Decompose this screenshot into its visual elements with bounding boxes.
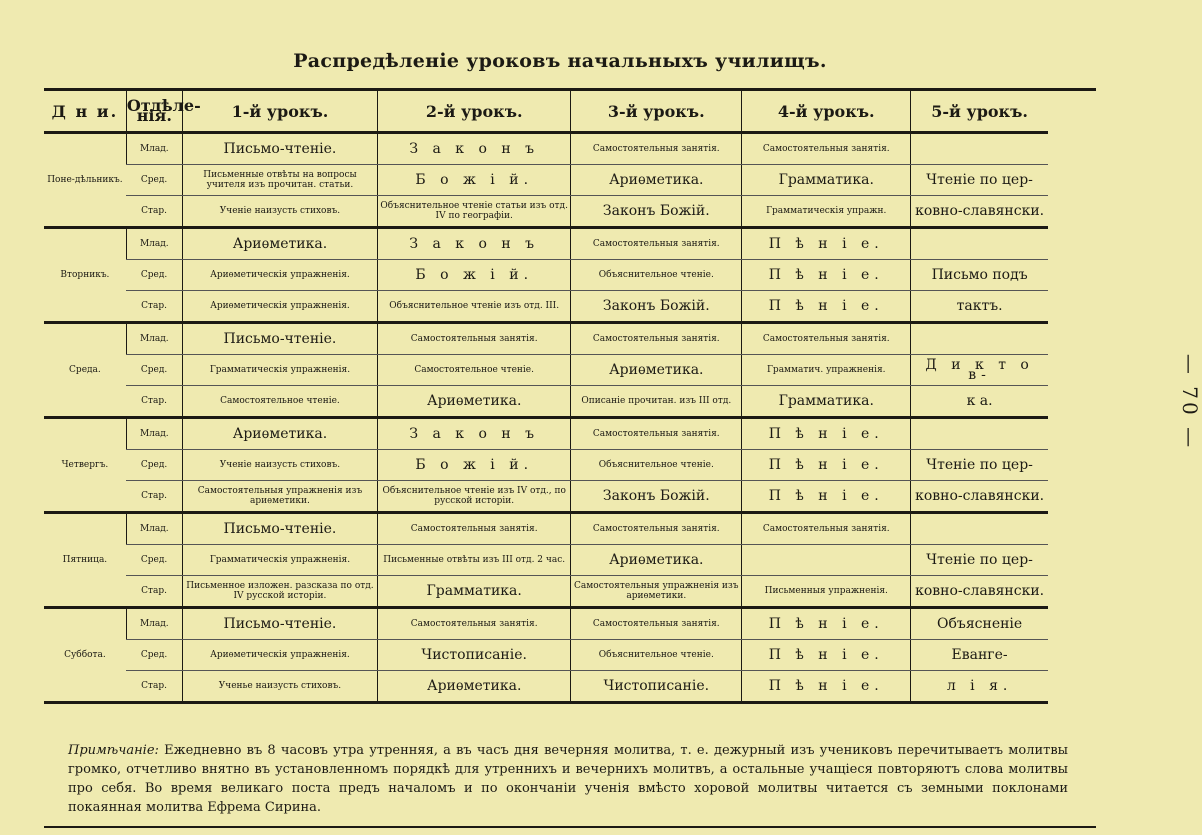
lesson-cell-1: Ариѳметика. (182, 418, 377, 450)
division-label: Сред. (126, 545, 182, 576)
lesson-cell-5: Д и к т о в- (911, 355, 1048, 386)
lesson-cell-5: ковно-славянски. (911, 481, 1048, 513)
division-label: Млад. (126, 418, 182, 450)
table-row (44, 386, 1048, 418)
lesson-cell-5: тактъ. (911, 291, 1048, 323)
lesson-cell-4: П ѣ н і е. (742, 450, 911, 481)
lesson-cell-3: Законъ Божій. (571, 481, 742, 513)
lesson-cell-1: Самостоятельное чтеніе. (182, 386, 377, 418)
lesson-cell-3: Самостоятельныя занятія. (571, 228, 742, 260)
lesson-cell-3: Объяснительное чтеніе. (571, 640, 742, 671)
lesson-cell-3: Самостоятельныя занятія. (571, 513, 742, 545)
lesson-cell-1: Ариѳметическія упражненія. (182, 640, 377, 671)
lesson-cell-1: Самостоятельныя упражненія изъ ариѳметики. (182, 481, 377, 513)
lesson-cell-4: П ѣ н і е. (742, 228, 911, 260)
lesson-cell-1: Письмо-чтеніе. (182, 323, 377, 355)
lesson-cell-1: Грамматическія упражненія. (182, 355, 377, 386)
division-label: Сред. (126, 640, 182, 671)
footnote-label: Примѣчаніе: (68, 743, 159, 758)
lesson-cell-2: Объяснительное чтеніе изъ отд. III. (378, 291, 571, 323)
lesson-cell-3: Объяснительное чтеніе. (571, 260, 742, 291)
header-lesson-5: 5-й урокъ. (911, 91, 1048, 133)
table-row (44, 355, 1048, 386)
lesson-cell-3: Самостоятельныя занятія. (571, 608, 742, 640)
day-name: Среда. (44, 323, 126, 418)
lesson-cell-3: Законъ Божій. (571, 196, 742, 228)
lesson-cell-1: Письмо-чтеніе. (182, 608, 377, 640)
lesson-cell-4: Самостоятельныя занятія. (742, 513, 911, 545)
table-row (44, 513, 1048, 545)
header-lesson-4: 4-й урокъ. (742, 91, 911, 133)
lesson-cell-1: Ариѳметическія упражненія. (182, 291, 377, 323)
division-label: Млад. (126, 323, 182, 355)
lesson-cell-2: Б о ж і й. (378, 260, 571, 291)
lesson-cell-2: Б о ж і й. (378, 450, 571, 481)
lesson-cell-4: П ѣ н і е. (742, 640, 911, 671)
header-lesson-3: 3-й урокъ. (571, 91, 742, 133)
lesson-cell-2: Письменные отвѣты изъ III отд. 2 час. (378, 545, 571, 576)
day-name: Суббота. (44, 608, 126, 703)
lesson-cell-3: Самостоятельныя занятія. (571, 323, 742, 355)
lesson-cell-1: Ученье наизусть стиховъ. (182, 671, 377, 703)
header-lesson-1: 1-й урокъ. (182, 91, 377, 133)
lesson-cell-2: Самостоятельное чтеніе. (378, 355, 571, 386)
lesson-cell-4: П ѣ н і е. (742, 608, 911, 640)
lesson-cell-4: П ѣ н і е. (742, 481, 911, 513)
lesson-cell-5 (911, 133, 1048, 165)
lesson-cell-5: ковно-славянски. (911, 196, 1048, 228)
lesson-cell-4: Грамматич. упражненія. (742, 355, 911, 386)
page-number: — 70 — (1178, 353, 1202, 451)
lesson-cell-5: Чтеніе по цер- (911, 545, 1048, 576)
lesson-cell-4: Самостоятельныя занятія. (742, 323, 911, 355)
lesson-cell-3: Самостоятельныя упражненія изъ ариѳметики. (571, 576, 742, 608)
lesson-cell-1: Ученіе наизусть стиховъ. (182, 196, 377, 228)
lesson-cell-4: Грамматика. (742, 386, 911, 418)
lesson-cell-5 (911, 323, 1048, 355)
lesson-cell-1: Ученіе наизусть стиховъ. (182, 450, 377, 481)
lesson-cell-2: Ариѳметика. (378, 671, 571, 703)
lesson-cell-5 (911, 513, 1048, 545)
lesson-cell-2: З а к о н ъ (378, 133, 571, 165)
table-row (44, 481, 1048, 513)
table-row (44, 576, 1048, 608)
lesson-cell-4: П ѣ н і е. (742, 671, 911, 703)
division-label: Стар. (126, 291, 182, 323)
lesson-cell-1: Письмо-чтеніе. (182, 513, 377, 545)
lesson-cell-3: Ариѳметика. (571, 545, 742, 576)
schedule-table-frame (44, 88, 1096, 828)
lesson-cell-4: Грамматика. (742, 165, 911, 196)
lesson-cell-5: к а. (911, 386, 1048, 418)
header-row (44, 91, 1048, 133)
division-label: Стар. (126, 481, 182, 513)
division-label: Сред. (126, 165, 182, 196)
lesson-cell-2: Самостоятельныя занятія. (378, 608, 571, 640)
division-label: Млад. (126, 228, 182, 260)
lesson-cell-4: Письменныя упражненія. (742, 576, 911, 608)
lesson-cell-5: Еванге- (911, 640, 1048, 671)
day-name: Пятница. (44, 513, 126, 608)
table-row (44, 133, 1048, 165)
lesson-cell-2: Самостоятельныя занятія. (378, 513, 571, 545)
lesson-cell-3: Описаніе прочитан. изъ III отд. (571, 386, 742, 418)
footnote-text: Ежедневно въ 8 часовъ утра утренняя, а въ часъ дня вечерняя молитва, т. е. дежурный изъ учениковъ перечитываетъ молитвы громко, отчетливо внятно въ установленномъ порядкѣ для утреннихъ и вечернихъ молитвъ, а остальные учащіеся повторяютъ слова молитвы про себя. Во время великаго поста предъ началомъ и по окончаніи ученія вмѣсто хоровой молитвы читается съ земными поклонами покаянная молитва Ефрема Сирина. (68, 743, 1068, 815)
table-row (44, 640, 1048, 671)
division-label: Сред. (126, 450, 182, 481)
lesson-cell-5: Объясненіе (911, 608, 1048, 640)
table-row (44, 671, 1048, 703)
lesson-cell-3: Объяснительное чтеніе. (571, 450, 742, 481)
lesson-cell-5: Чтеніе по цер- (911, 165, 1048, 196)
table-row (44, 196, 1048, 228)
table-row (44, 418, 1048, 450)
lesson-cell-5: Чтеніе по цер- (911, 450, 1048, 481)
lesson-cell-2: Самостоятельныя занятія. (378, 323, 571, 355)
lesson-cell-5 (911, 418, 1048, 450)
lesson-cell-2: Чистописаніе. (378, 640, 571, 671)
lesson-cell-4: П ѣ н і е. (742, 260, 911, 291)
lesson-cell-2: Б о ж і й. (378, 165, 571, 196)
table-row (44, 165, 1048, 196)
lesson-cell-4: Грамматическія упражн. (742, 196, 911, 228)
lesson-cell-5: л і я. (911, 671, 1048, 703)
division-label: Сред. (126, 355, 182, 386)
division-label: Млад. (126, 133, 182, 165)
table-row (44, 608, 1048, 640)
division-label: Млад. (126, 513, 182, 545)
lesson-cell-3: Законъ Божій. (571, 291, 742, 323)
lesson-cell-3: Самостоятельныя занятія. (571, 418, 742, 450)
lesson-cell-4 (742, 545, 911, 576)
division-label: Стар. (126, 671, 182, 703)
lesson-cell-2: Объяснительное чтеніе изъ IV отд., по русской исторіи. (378, 481, 571, 513)
lesson-cell-4: Самостоятельныя занятія. (742, 133, 911, 165)
schedule-table (44, 91, 1048, 704)
day-name: Поне-дѣльникъ. (44, 133, 126, 228)
table-row (44, 228, 1048, 260)
division-label: Стар. (126, 196, 182, 228)
lesson-cell-5: ковно-славянски. (911, 576, 1048, 608)
lesson-cell-1: Ариѳметика. (182, 228, 377, 260)
table-row (44, 323, 1048, 355)
lesson-cell-3: Ариѳметика. (571, 355, 742, 386)
division-label: Млад. (126, 608, 182, 640)
header-otd: Отдѣле-нія. (126, 91, 182, 133)
lesson-cell-3: Чистописаніе. (571, 671, 742, 703)
lesson-cell-5 (911, 228, 1048, 260)
lesson-cell-4: П ѣ н і е. (742, 418, 911, 450)
lesson-cell-2: З а к о н ъ (378, 228, 571, 260)
table-row (44, 545, 1048, 576)
division-label: Стар. (126, 386, 182, 418)
division-label: Сред. (126, 260, 182, 291)
lesson-cell-1: Письмо-чтеніе. (182, 133, 377, 165)
lesson-cell-1: Письменное изложен. разсказа по отд. IV русской исторіи. (182, 576, 377, 608)
lesson-cell-2: Объяснительное чтеніе статьи изъ отд. IV по географіи. (378, 196, 571, 228)
lesson-cell-4: П ѣ н і е. (742, 291, 911, 323)
footnote (68, 741, 1068, 817)
day-name: Четвергъ. (44, 418, 126, 513)
division-label: Стар. (126, 576, 182, 608)
header-lesson-2: 2-й урокъ. (378, 91, 571, 133)
lesson-cell-5: Письмо подъ (911, 260, 1048, 291)
lesson-cell-2: З а к о н ъ (378, 418, 571, 450)
table-row (44, 450, 1048, 481)
table-row (44, 291, 1048, 323)
lesson-cell-2: Грамматика. (378, 576, 571, 608)
lesson-cell-3: Ариѳметика. (571, 165, 742, 196)
page-title: Распредѣленіе уроковъ начальныхъ училищъ. (293, 50, 827, 72)
lesson-cell-2: Ариѳметика. (378, 386, 571, 418)
lesson-cell-1: Ариѳметическія упражненія. (182, 260, 377, 291)
lesson-cell-1: Грамматическія упражненія. (182, 545, 377, 576)
lesson-cell-3: Самостоятельныя занятія. (571, 133, 742, 165)
day-name: Вторникъ. (44, 228, 126, 323)
schedule-body (44, 133, 1048, 703)
lesson-cell-1: Письменные отвѣты на вопросы учителя изъ прочитан. статьи. (182, 165, 377, 196)
header-days: Д н и. (44, 91, 126, 133)
table-row (44, 260, 1048, 291)
